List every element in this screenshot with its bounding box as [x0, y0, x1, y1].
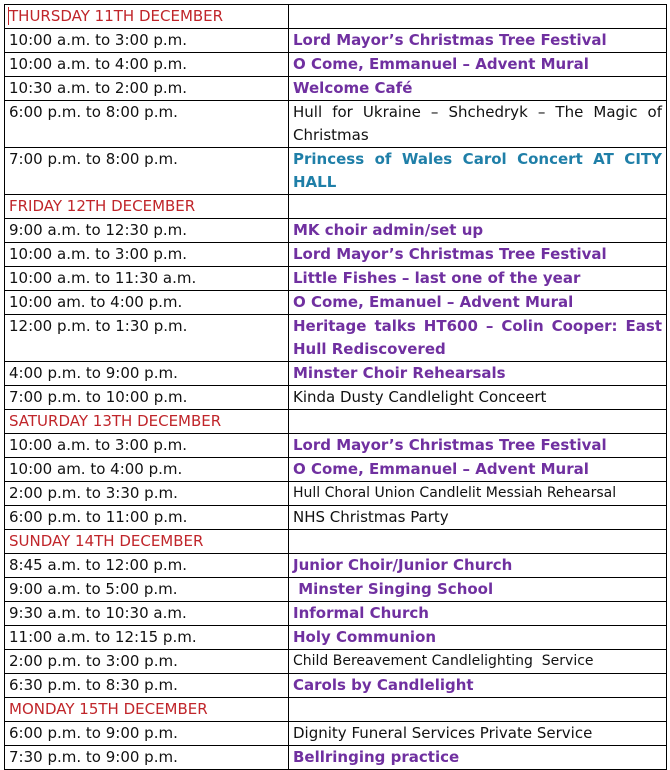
- event-time: 10:00 a.m. to 3:00 p.m.: [5, 434, 289, 458]
- day-heading-row: [5, 195, 667, 219]
- day-heading: SATURDAY 13TH DECEMBER: [5, 410, 289, 434]
- day-heading: MONDAY 15TH DECEMBER: [5, 698, 289, 722]
- event-row: [5, 315, 667, 362]
- empty-cell: [289, 698, 667, 722]
- event-title: Little Fishes – last one of the year: [289, 267, 667, 291]
- event-title: Heritage talks HT600 – Colin Cooper: East Hull Rediscovered: [289, 315, 667, 362]
- event-time: 8:45 a.m. to 12:00 p.m.: [5, 554, 289, 578]
- event-row: [5, 53, 667, 77]
- event-time: 10:00 a.m. to 3:00 p.m.: [5, 243, 289, 267]
- schedule-body: [5, 5, 667, 770]
- event-title: Lord Mayor’s Christmas Tree Festival: [289, 434, 667, 458]
- event-row: [5, 29, 667, 53]
- event-title: Informal Church: [289, 602, 667, 626]
- event-row: [5, 458, 667, 482]
- event-time: 12:00 p.m. to 1:30 p.m.: [5, 315, 289, 362]
- event-title: Holy Communion: [289, 626, 667, 650]
- event-row: [5, 291, 667, 315]
- event-time: 6:00 p.m. to 9:00 p.m.: [5, 722, 289, 746]
- event-row: [5, 243, 667, 267]
- event-time: 4:00 p.m. to 9:00 p.m.: [5, 362, 289, 386]
- day-heading-row: [5, 410, 667, 434]
- day-heading-row: [5, 698, 667, 722]
- event-time: 2:00 p.m. to 3:00 p.m.: [5, 650, 289, 674]
- event-row: [5, 267, 667, 291]
- event-title: Hull Choral Union Candlelit Messiah Rehearsal: [289, 482, 667, 506]
- event-time: 11:00 a.m. to 12:15 p.m.: [5, 626, 289, 650]
- event-time: 6:30 p.m. to 8:30 p.m.: [5, 674, 289, 698]
- event-title: Kinda Dusty Candlelight Conceert: [289, 386, 667, 410]
- empty-cell: [289, 410, 667, 434]
- event-row: [5, 77, 667, 101]
- event-title: Dignity Funeral Services Private Service: [289, 722, 667, 746]
- empty-cell: [289, 5, 667, 29]
- day-heading-row: [5, 530, 667, 554]
- event-row: [5, 578, 667, 602]
- event-title: NHS Christmas Party: [289, 506, 667, 530]
- event-time: 9:30 a.m. to 10:30 a.m.: [5, 602, 289, 626]
- event-title: Minster Choir Rehearsals: [289, 362, 667, 386]
- event-time: 9:00 a.m. to 12:30 p.m.: [5, 219, 289, 243]
- event-row: [5, 148, 667, 195]
- event-title: Lord Mayor’s Christmas Tree Festival: [289, 29, 667, 53]
- event-time: 10:00 am. to 4:00 p.m.: [5, 458, 289, 482]
- event-title: O Come, Emmanuel – Advent Mural: [289, 53, 667, 77]
- event-title: Junior Choir/Junior Church: [289, 554, 667, 578]
- event-row: [5, 722, 667, 746]
- day-heading: FRIDAY 12TH DECEMBER: [5, 195, 289, 219]
- event-time: 2:00 p.m. to 3:30 p.m.: [5, 482, 289, 506]
- event-time: 10:30 a.m. to 2:00 p.m.: [5, 77, 289, 101]
- day-heading: SUNDAY 14TH DECEMBER: [5, 530, 289, 554]
- event-row: [5, 101, 667, 148]
- event-title: O Come, Emanuel – Advent Mural: [289, 291, 667, 315]
- event-time: 6:00 p.m. to 11:00 p.m.: [5, 506, 289, 530]
- day-heading-text: THURSDAY 11TH DECEMBER: [9, 7, 224, 25]
- event-row: [5, 674, 667, 698]
- event-row: [5, 554, 667, 578]
- event-time: 10:00 am. to 4:00 p.m.: [5, 291, 289, 315]
- event-title: Welcome Café: [289, 77, 667, 101]
- event-title: Hull for Ukraine – Shchedryk – The Magic of Christmas: [289, 101, 667, 148]
- event-title: Child Bereavement Candlelighting Service: [289, 650, 667, 674]
- event-row: [5, 362, 667, 386]
- empty-cell: [289, 195, 667, 219]
- event-title: MK choir admin/set up: [289, 219, 667, 243]
- event-row: [5, 626, 667, 650]
- event-title: O Come, Emmanuel – Advent Mural: [289, 458, 667, 482]
- day-heading: [5, 5, 289, 29]
- event-title: Minster Singing School: [289, 578, 667, 602]
- empty-cell: [289, 530, 667, 554]
- event-row: [5, 434, 667, 458]
- event-title: Lord Mayor’s Christmas Tree Festival: [289, 243, 667, 267]
- event-time: 10:00 a.m. to 11:30 a.m.: [5, 267, 289, 291]
- event-row: [5, 746, 667, 770]
- event-time: 7:30 p.m. to 9:00 p.m.: [5, 746, 289, 770]
- event-time: 10:00 a.m. to 4:00 p.m.: [5, 53, 289, 77]
- event-title: Princess of Wales Carol Concert AT CITY HALL: [289, 148, 667, 195]
- day-heading-row: [5, 5, 667, 29]
- event-row: [5, 650, 667, 674]
- events-schedule-table: [4, 4, 667, 770]
- event-row: [5, 506, 667, 530]
- event-title: Carols by Candlelight: [289, 674, 667, 698]
- event-row: [5, 386, 667, 410]
- event-time: 7:00 p.m. to 10:00 p.m.: [5, 386, 289, 410]
- event-time: 7:00 p.m. to 8:00 p.m.: [5, 148, 289, 195]
- event-row: [5, 219, 667, 243]
- event-time: 9:00 a.m. to 5:00 p.m.: [5, 578, 289, 602]
- event-row: [5, 602, 667, 626]
- event-row: [5, 482, 667, 506]
- event-time: 6:00 p.m. to 8:00 p.m.: [5, 101, 289, 148]
- event-title: Bellringing practice: [289, 746, 667, 770]
- event-time: 10:00 a.m. to 3:00 p.m.: [5, 29, 289, 53]
